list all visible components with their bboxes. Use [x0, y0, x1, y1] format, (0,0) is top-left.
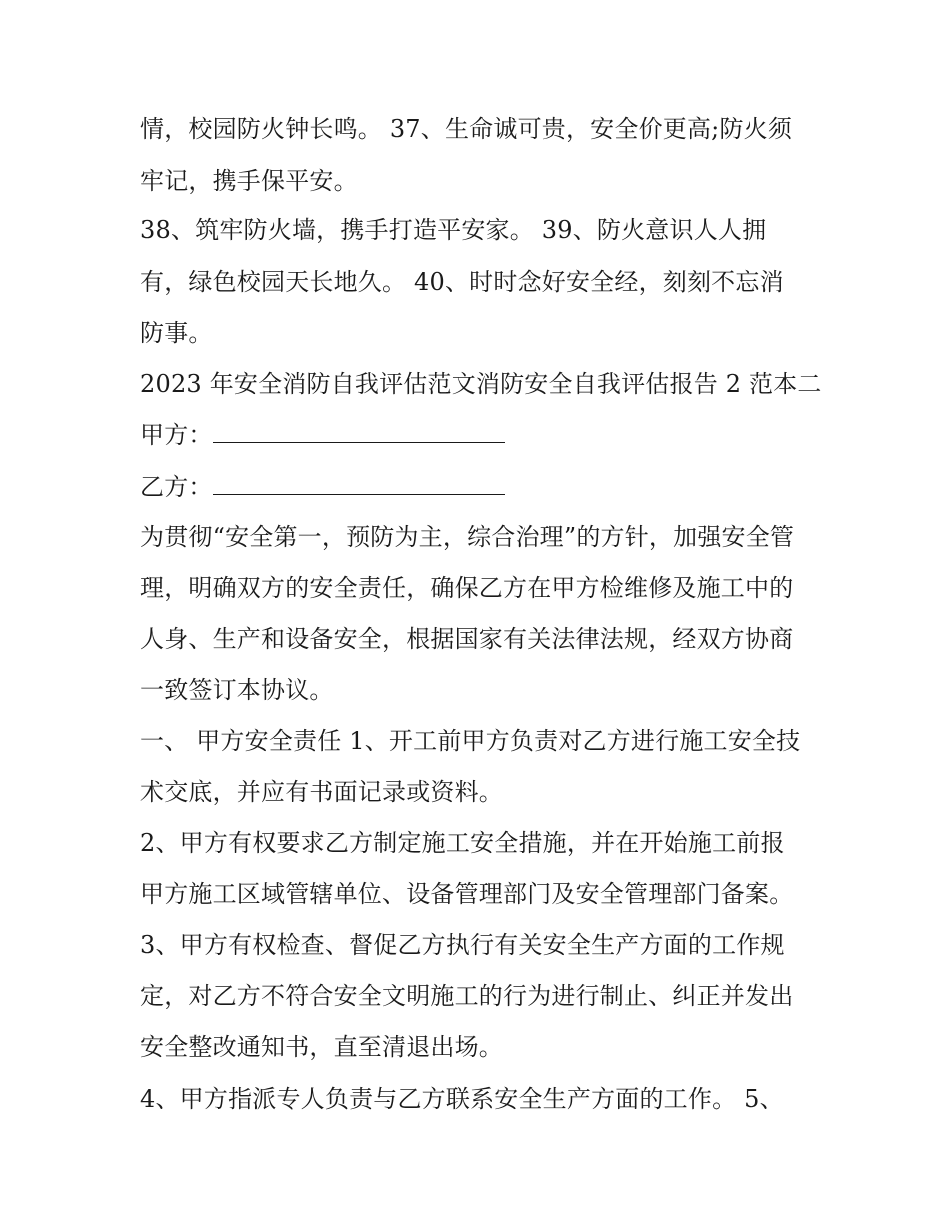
text-line: 一、 甲方安全责任 1、开工前甲方负责对乙方进行施工安全技 [140, 727, 801, 755]
text-line: 牢记，携手保平安。 [140, 167, 358, 195]
text-line: 38、筑牢防火墙，携手打造平安家。 39、防火意识人人拥 [140, 216, 767, 244]
text-line: 3、甲方有权检查、督促乙方执行有关安全生产方面的工作规 [140, 931, 785, 959]
section-heading: 2023 年安全消防自我评估范文消防安全自我评估报告 2 范本二 [140, 370, 822, 398]
text-line: 一致签订本协议。 [140, 676, 334, 704]
text-line: 2、甲方有权要求乙方制定施工安全措施，并在开始施工前报 [140, 829, 785, 857]
text-line: 甲方施工区域管辖单位、设备管理部门及安全管理部门备案。 [140, 880, 794, 908]
party-b-line [140, 472, 830, 502]
text-line: 防事。 [140, 319, 213, 347]
text-line: 情，校园防火钟长鸣。 37、生命诚可贵，安全价更高;防火须 [140, 115, 793, 143]
text-line: 安全整改通知书，直至清退出场。 [140, 1033, 503, 1061]
party-a-line [140, 420, 830, 450]
party-a-label: 甲方： [140, 421, 213, 449]
text-line: 人身、生产和设备安全，根据国家有关法律法规，经双方协商 [140, 625, 794, 653]
text-line: 为贯彻“安全第一，预防为主，综合治理”的方针，加强安全管 [140, 523, 795, 551]
text-line: 有，绿色校园天长地久。 40、时时念好安全经，刻刻不忘消 [140, 268, 784, 296]
text-line: 术交底，并应有书面记录或资料。 [140, 778, 503, 806]
party-b-label: 乙方： [140, 473, 213, 501]
text-line: 定，对乙方不符合安全文明施工的行为进行制止、纠正并发出 [140, 982, 794, 1010]
text-line: 理，明确双方的安全责任，确保乙方在甲方检维修及施工中的 [140, 574, 794, 602]
party-b-blank [213, 472, 505, 495]
text-line: 4、甲方指派专人负责与乙方联系安全生产方面的工作。 5、 [140, 1085, 784, 1113]
party-a-blank [213, 420, 505, 443]
